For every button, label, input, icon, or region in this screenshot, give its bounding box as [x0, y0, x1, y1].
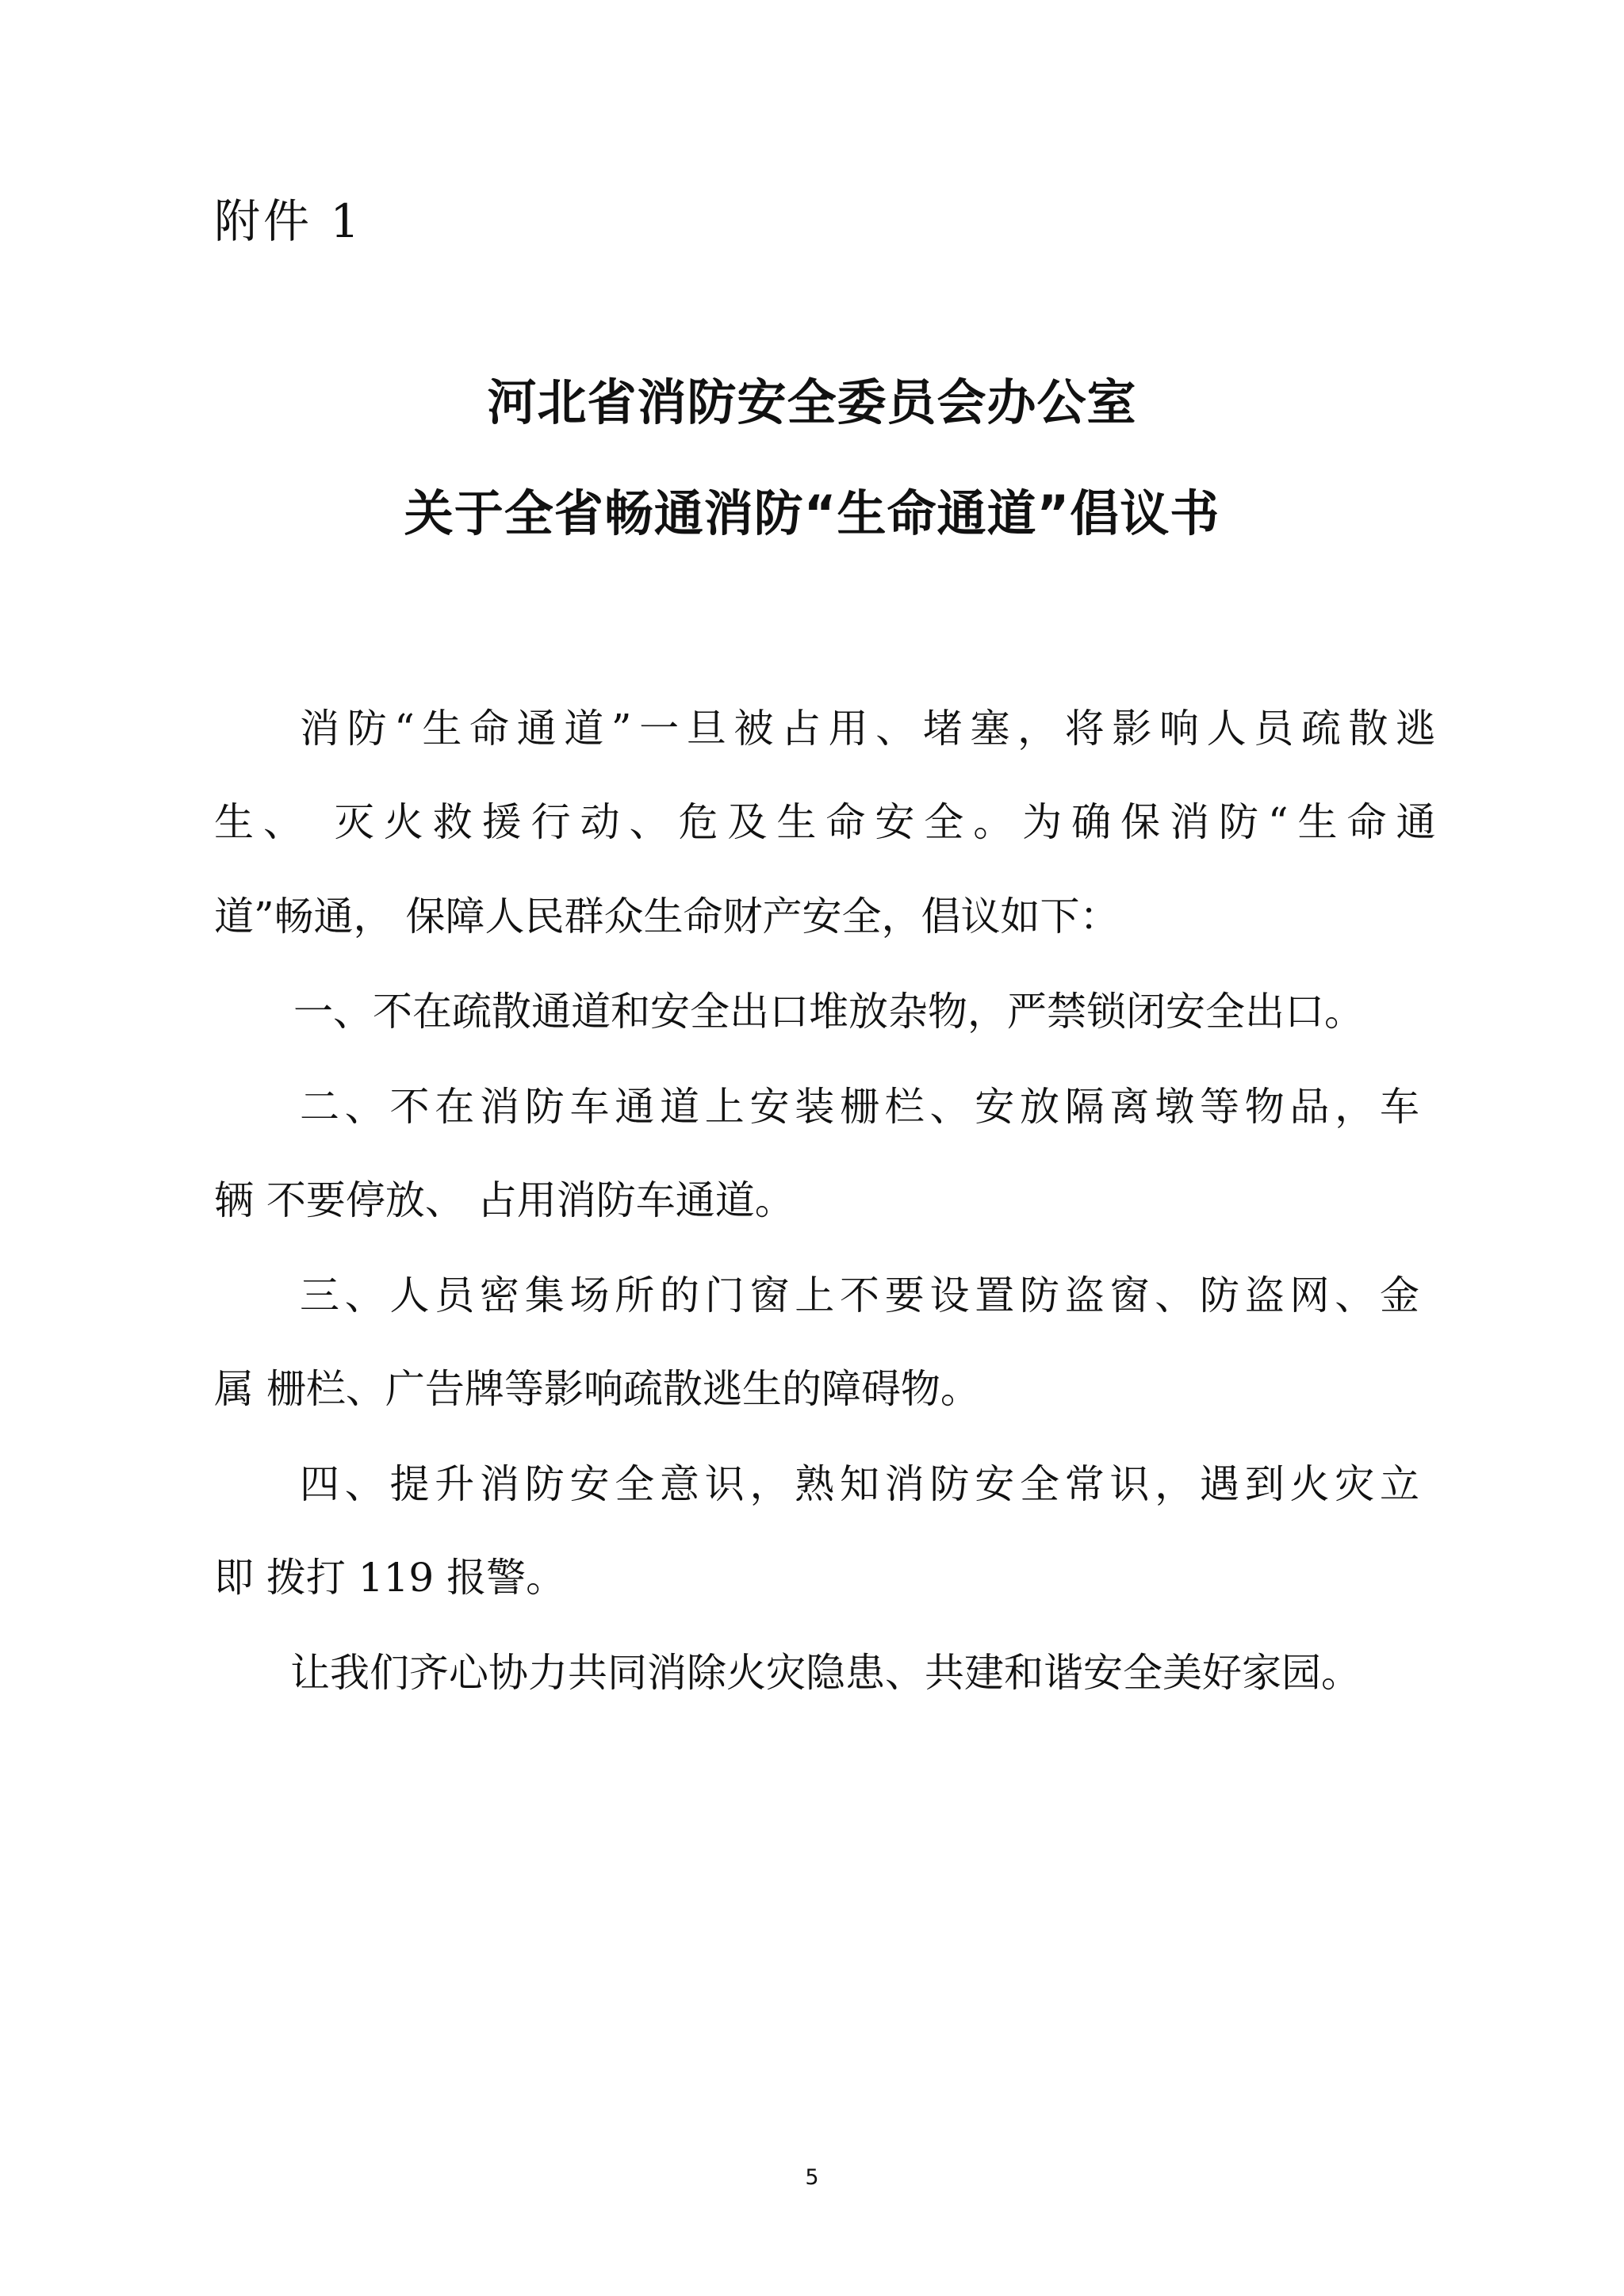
- item-2-line-1: 二、不在消防车通道上安装栅栏、安放隔离墩等物品，车: [300, 1084, 1425, 1130]
- item-3-line-2: 属 栅栏、广告牌等影响疏散逃生的障碍物。: [214, 1366, 980, 1412]
- item-4-line-1: 四、提升消防安全意识，熟知消防安全常识，遇到火灾立: [300, 1461, 1425, 1507]
- page-number: 5: [805, 2165, 819, 2190]
- item-1-line-1: 一、不在疏散通道和安全出口堆放杂物，严禁锁闭安全出口。: [293, 989, 1364, 1035]
- intro-paragraph-line-1: 消防“生命通道”一旦被占用、堵塞，将影响人员疏散逃: [300, 706, 1443, 752]
- intro-paragraph-line-2: 生、 灭火救援行动、危及生命安全。为确保消防“生命通: [214, 799, 1446, 845]
- document-title-line-1: 河北省消防安全委员会办公室: [487, 373, 1137, 431]
- item-2-line-2: 辆 不要停放、 占用消防车通道。: [214, 1177, 795, 1223]
- attachment-label: 附件 1: [214, 194, 363, 248]
- item-4-line-2: 即 拨打 119 报警。: [214, 1555, 566, 1601]
- intro-paragraph-line-3: 道”畅通， 保障人民群众生命财产安全，倡议如下：: [214, 894, 1120, 939]
- closing-line: 让我们齐心协力共同消除火灾隐患、共建和谐安全美好家园。: [290, 1650, 1361, 1696]
- item-3-line-1: 三、人员密集场所的门窗上不要设置防盗窗、防盗网、金: [300, 1272, 1425, 1318]
- document-title-line-2: 关于全省畅通消防“生命通道”倡议书: [404, 484, 1220, 542]
